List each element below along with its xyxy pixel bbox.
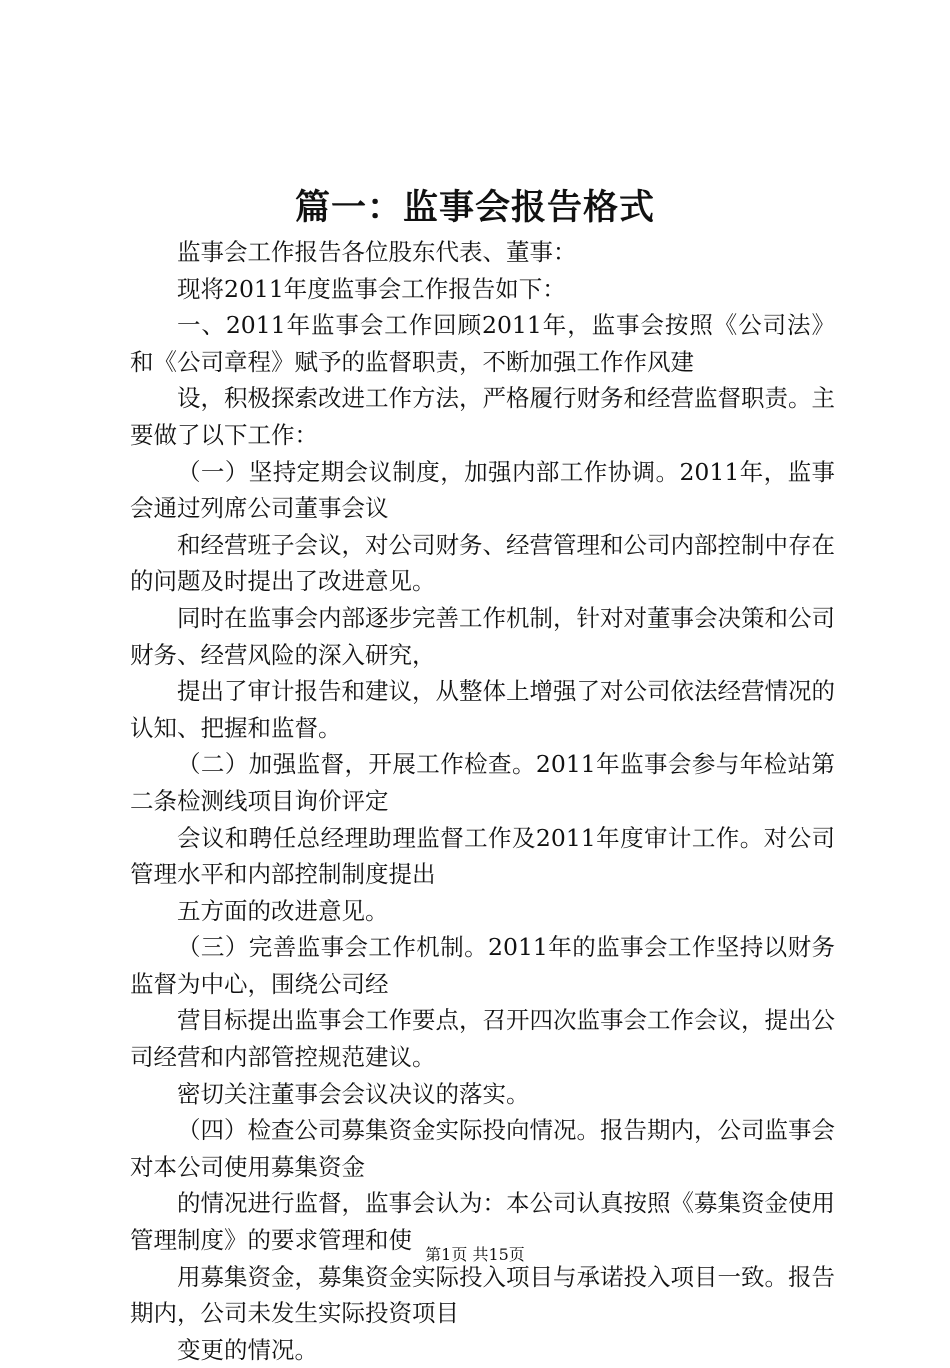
paragraph: 五方面的改进意见。 xyxy=(177,896,389,925)
paragraph: 设，积极探索改进工作方法，严格履行财务和经营监督职责。主要做了以下工作： xyxy=(130,384,835,449)
document-body xyxy=(130,234,835,1368)
paragraph: 提出了审计报告和建议，从整体上增强了对公司依法经营情况的认知、把握和监督。 xyxy=(130,677,835,742)
paragraph: 监事会工作报告各位股东代表、董事： xyxy=(177,238,577,266)
paragraph: 现将2011年度监事会工作报告如下： xyxy=(177,274,566,303)
document-title: 篇一：监事会报告格式 xyxy=(294,187,655,228)
page-number-footer: 第1页 共15页 xyxy=(425,1245,525,1264)
paragraph: 用募集资金，募集资金实际投入项目与承诺投入项目一致。报告期内，公司未发生实际投资项目 xyxy=(130,1262,835,1328)
paragraph: 和经营班子会议，对公司财务、经营管理和公司内部控制中存在的问题及时提出了改进意见。 xyxy=(130,530,835,596)
paragraph: （四）检查公司募集资金实际投向情况。报告期内，公司监事会对本公司使用募集资金 xyxy=(130,1116,835,1181)
paragraph: 一、2011年监事会工作回顾2011年，监事会按照《公司法》和《公司章程》赋予的监督职责，不断加强工作作风建 xyxy=(130,311,835,376)
paragraph: 营目标提出监事会工作要点，召开四次监事会工作会议，提出公司经营和内部管控规范建议。 xyxy=(130,1006,835,1072)
paragraph: 同时在监事会内部逐步完善工作机制，针对对董事会决策和公司财务、经营风险的深入研究， xyxy=(130,603,835,669)
paragraph: （三）完善监事会工作机制。2011年的监事会工作坚持以财务监督为中心，围绕公司经 xyxy=(130,933,835,998)
paragraph: 变更的情况。 xyxy=(177,1335,318,1364)
paragraph: （一）坚持定期会议制度，加强内部工作协调。2011年，监事会通过列席公司董事会议 xyxy=(130,457,835,523)
paragraph: 会议和聘任总经理助理监督工作及2011年度审计工作。对公司管理水平和内部控制制度提出 xyxy=(130,823,835,889)
paragraph: 的情况进行监督，监事会认为：本公司认真按照《募集资金使用管理制度》的要求管理和使 xyxy=(130,1189,835,1255)
paragraph: （二）加强监督，开展工作检查。2011年监事会参与年检站第二条检测线项目询价评定 xyxy=(130,750,835,815)
paragraph: 密切关注董事会会议决议的落实。 xyxy=(177,1079,530,1108)
